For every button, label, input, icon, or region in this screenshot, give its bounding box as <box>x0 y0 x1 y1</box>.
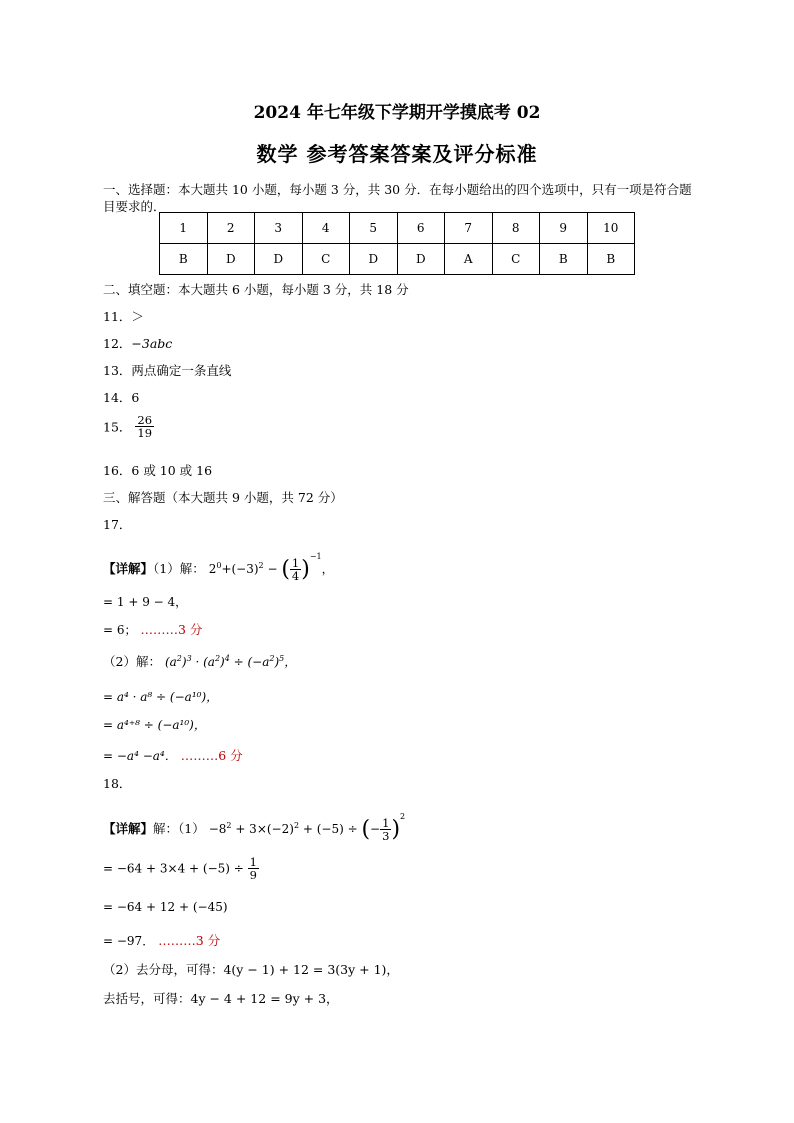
answer-table-number-cell: 5 <box>350 213 398 244</box>
q17-p2-step2: = a⁴⁺⁸ ÷ (−a¹⁰)， <box>103 718 206 732</box>
section3-heading: 三、解答题（本大题共 9 小题，共 72 分） <box>103 490 343 505</box>
answer-table-number-cell: 7 <box>445 213 493 244</box>
answer-table-answer-cell: A <box>445 244 493 275</box>
q17-p2-step1: = a⁴ · a⁸ ÷ (−a¹⁰)， <box>103 690 219 704</box>
answer-table-answer-cell: B <box>160 244 208 275</box>
q17-score1: ………3 分 <box>140 622 203 637</box>
q17-part1-label: （1）解： <box>153 561 205 576</box>
answer-table-number-cell: 3 <box>255 213 303 244</box>
q17-step2-text: = 6； <box>103 623 137 637</box>
answer-table-answer-cell: D <box>207 244 255 275</box>
answer-table <box>159 212 635 275</box>
answer-14: 14．6 <box>103 390 140 405</box>
answer-table-answer-cell: C <box>492 244 540 275</box>
answer-table-number-row <box>160 213 635 244</box>
page-title: 2024 年七年级下学期开学摸底考 02 <box>253 103 541 123</box>
answer-table-number-cell: 6 <box>397 213 445 244</box>
detail-label: 【详解】 <box>103 561 154 576</box>
answer-table-answer-row <box>160 244 635 275</box>
q18-part1-label: 解：（1） <box>153 821 205 836</box>
q17-part2 <box>103 652 296 670</box>
answer-12-value: −3abc <box>131 336 173 351</box>
answer-table-number-cell: 2 <box>207 213 255 244</box>
answer-12-number: 12． <box>103 336 132 351</box>
q17-step2 <box>103 620 202 638</box>
q18-step1 <box>103 856 259 881</box>
answer-table-number-cell: 9 <box>540 213 588 244</box>
section2-heading: 二、填空题：本大题共 6 小题，每小题 3 分，共 18 分 <box>103 282 409 297</box>
answer-15 <box>103 414 154 439</box>
q17-expression2: $(a^2)^3 \cdot (a^2)^4 \div (-a^2)^5$， <box>164 654 297 669</box>
answer-table-number-cell: 10 <box>587 213 635 244</box>
question-18-label: 18． <box>103 776 132 791</box>
q18-expression1: $-8^2 + 3\times(-2)^2 + (-5)$ ÷ (− $\frac{1}{3}$ )$^2$ <box>208 812 406 843</box>
answer-12 <box>103 334 172 352</box>
answer-11: 11．＞ <box>103 309 144 324</box>
q18-part2: （2）去分母，可得：4(y − 1) + 12 = 3(3y + 1)， <box>103 962 399 977</box>
q18-score1: ………3 分 <box>158 933 221 948</box>
question-17-label: 17． <box>103 517 132 532</box>
q18-step1-fraction: $\frac{1}{9}$ <box>249 855 257 883</box>
q17-p2-step3 <box>103 746 243 764</box>
q17-p2-step3-text: = −a⁴ −a⁴． <box>103 749 177 763</box>
q17-expression1: $2^0+(-3)^2$ − ( $\frac{1}{4}$ )$^{-1}$， <box>208 552 334 583</box>
answer-13: 13．两点确定一条直线 <box>103 363 232 378</box>
answer-table-number-cell: 4 <box>302 213 350 244</box>
answer-15-fraction <box>135 414 154 439</box>
q18-part2b: 去括号，可得：4y − 4 + 12 = 9y + 3， <box>103 991 339 1006</box>
q17-score2: ………6 分 <box>180 748 243 763</box>
fraction-numerator: 26 <box>137 413 153 427</box>
q18-step1-text: = −64 + 3×4 + (−5) ÷ <box>103 861 248 876</box>
fraction-denominator: 19 <box>137 426 153 441</box>
answer-table-answer-cell: D <box>255 244 303 275</box>
answer-table-answer-cell: B <box>540 244 588 275</box>
q18-part1 <box>103 812 405 842</box>
answer-table-answer-cell: D <box>397 244 445 275</box>
answer-table-number-cell: 8 <box>492 213 540 244</box>
section1-heading-cont: 目要求的． <box>103 199 166 214</box>
detail-label: 【详解】 <box>103 821 154 836</box>
answer-table-answer-cell: C <box>302 244 350 275</box>
q18-step3-text: = −97． <box>103 934 155 948</box>
q17-part2-label: （2）解： <box>103 654 161 669</box>
q18-step2: = −64 + 12 + (−45) <box>103 900 228 914</box>
q17-part1 <box>103 552 334 582</box>
q17-step1: = 1 + 9 − 4， <box>103 595 188 609</box>
answer-table-answer-cell: B <box>587 244 635 275</box>
section1-heading-text: 一、选择题：本大题共 10 小题，每小题 3 分，共 30 分．在每小题给出的四个选项中，只有一项是符合题 <box>103 182 692 197</box>
page-subtitle: 数学 参考答案答案及评分标准 <box>256 142 538 166</box>
answer-table-answer-cell: D <box>350 244 398 275</box>
answer-table-number-cell: 1 <box>160 213 208 244</box>
answer-15-number: 15． <box>103 419 132 435</box>
section1-heading <box>103 180 692 198</box>
q18-step3 <box>103 931 220 949</box>
answer-16: 16．6 或 10 或 16 <box>103 463 213 478</box>
